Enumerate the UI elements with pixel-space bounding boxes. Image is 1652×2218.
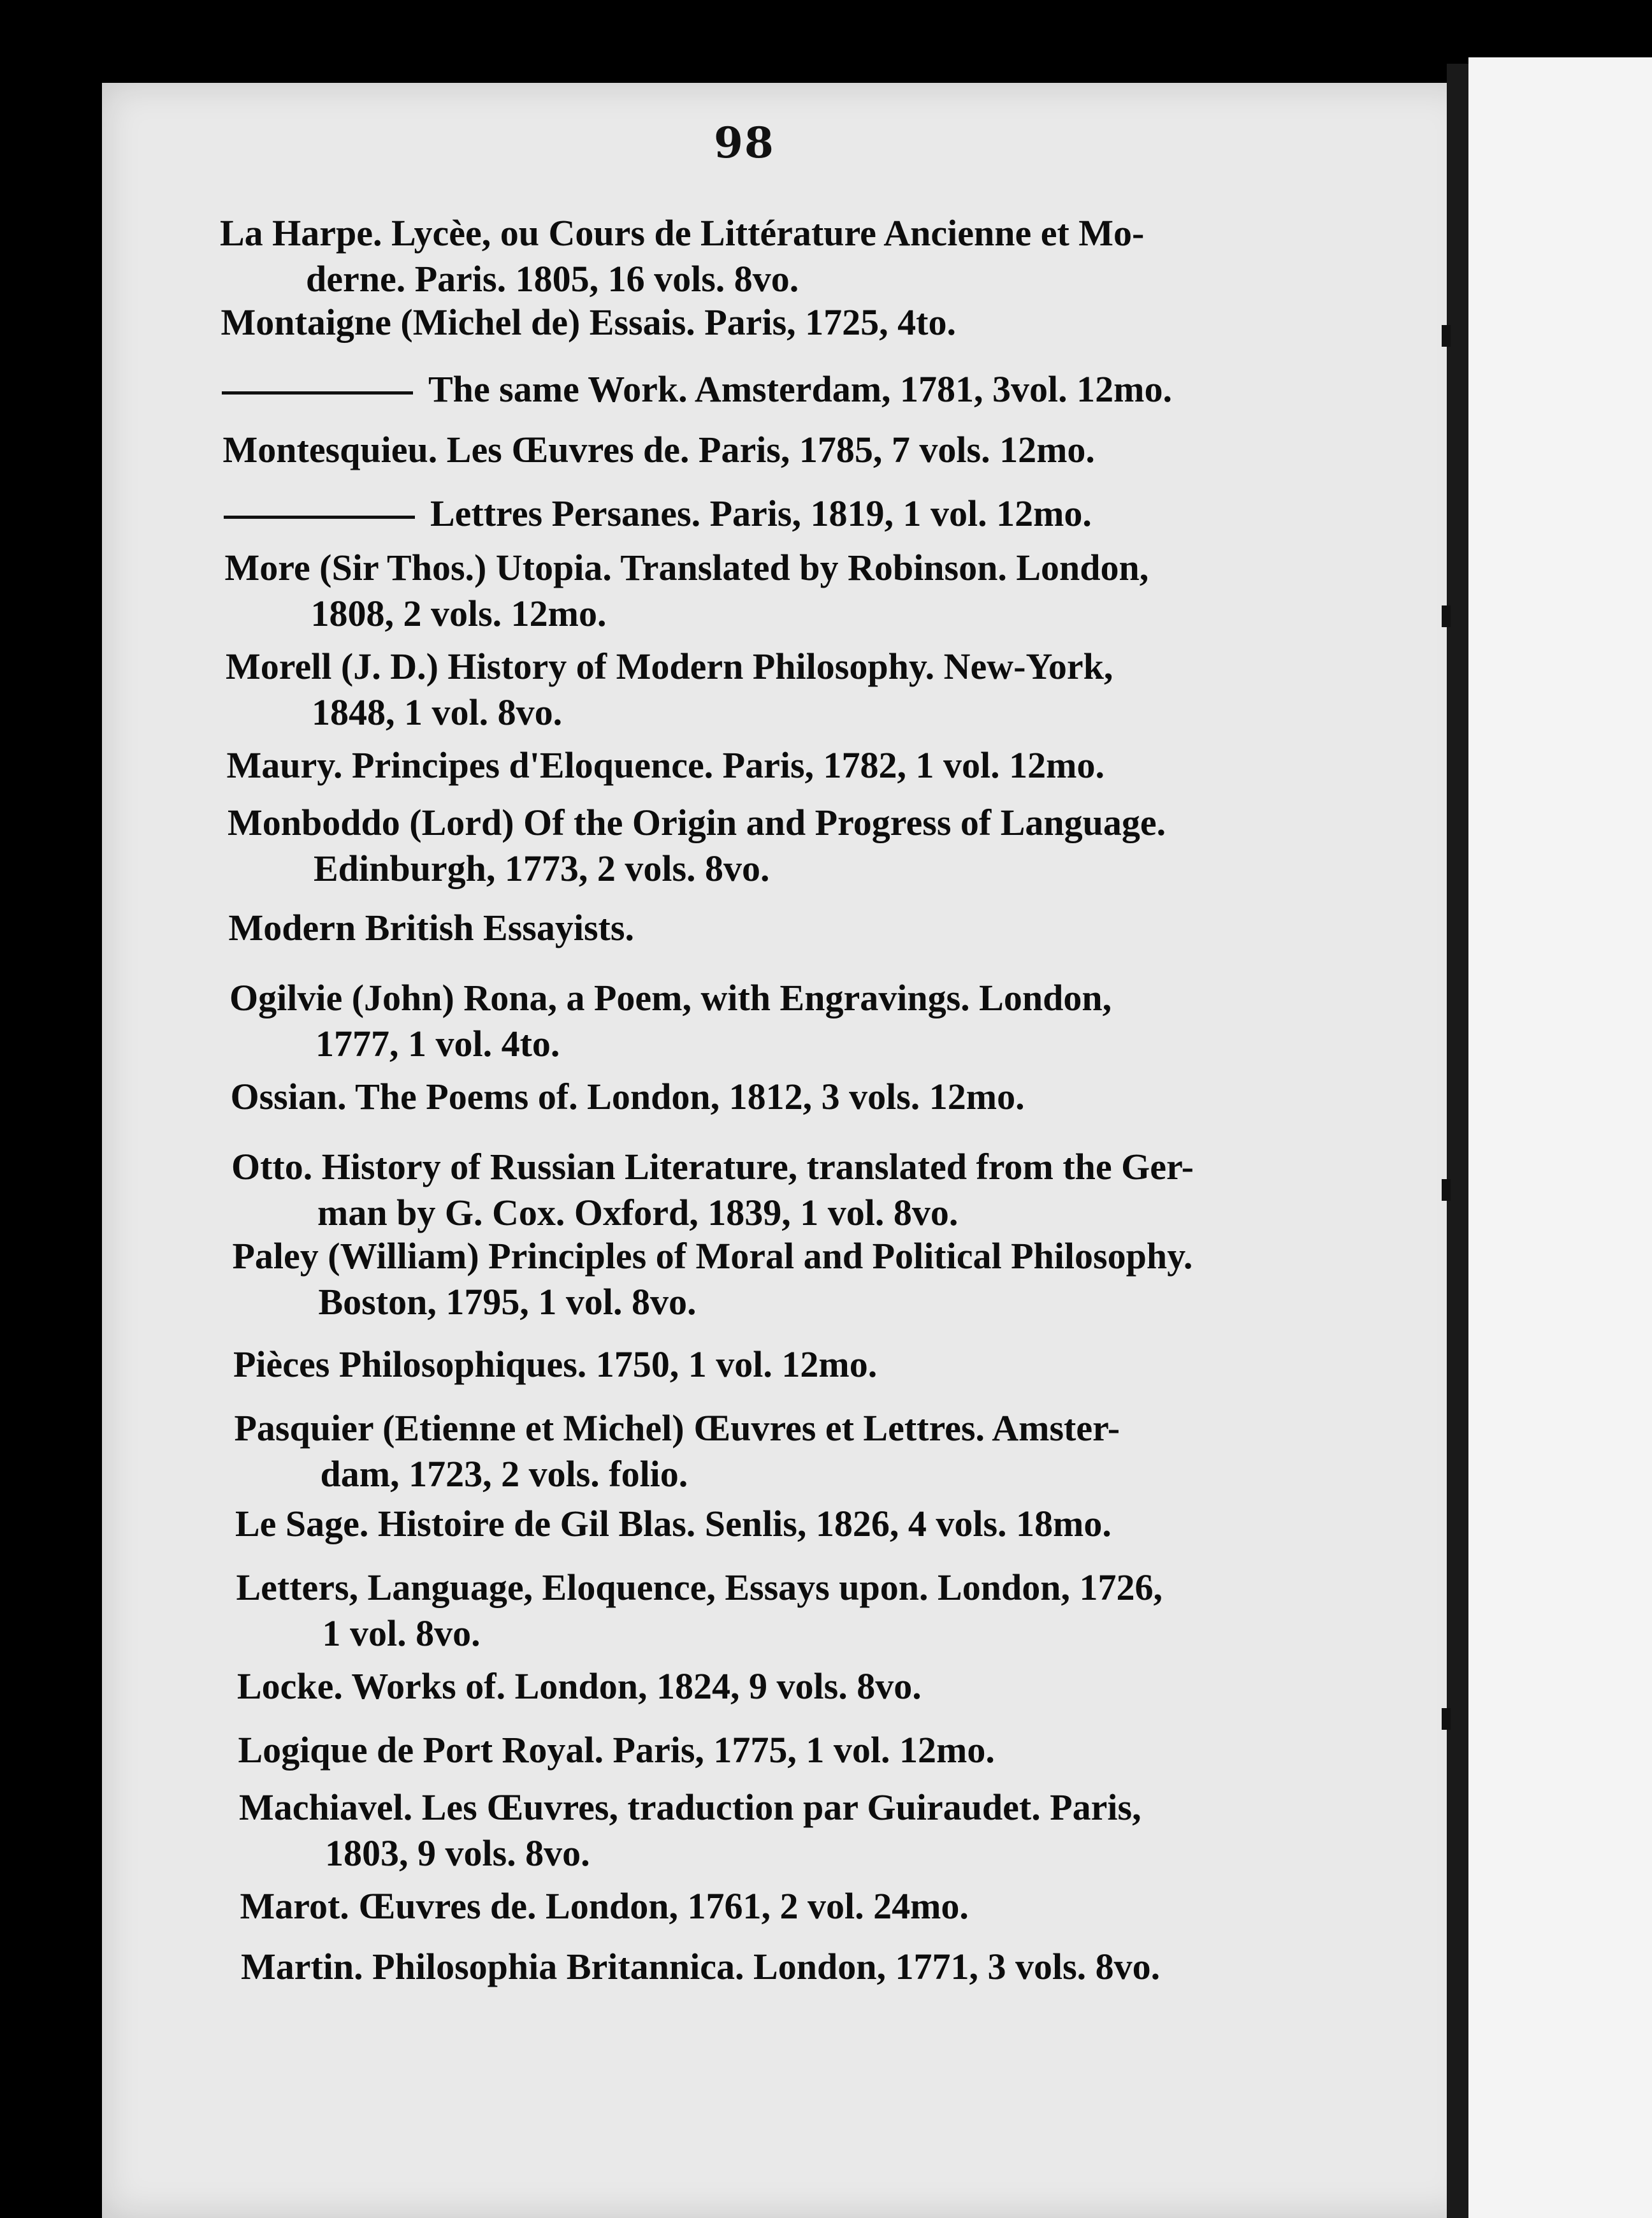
entry-line-2: dam, 1723, 2 vols. folio. [320, 1453, 688, 1495]
entry-line-1: More (Sir Thos.) Utopia. Translated by Robinson. London, [224, 547, 1149, 588]
entry-line-1: Morell (J. D.) History of Modern Philosophy. New-York, [226, 646, 1113, 687]
entry-line-1: Monboddo (Lord) Of the Origin and Progress of Language. [228, 802, 1166, 843]
bibliography-entry [236, 1565, 1288, 1656]
entry-line-1: Letters, Language, Eloquence, Essays upon. London, 1726, [236, 1567, 1163, 1608]
entry-line-1: Machiavel. Les Œuvres, traduction par Guiraudet. Paris, [239, 1787, 1141, 1828]
bibliography-entry [238, 1727, 1290, 1773]
entry-line-2: derne. Paris. 1805, 16 vols. 8vo. [306, 258, 799, 300]
entry-line-1: The same Work. Amsterdam, 1781, 3vol. 12mo. [428, 368, 1172, 410]
bibliography-entry [220, 210, 1272, 302]
entry-line-1: Martin. Philosophia Britannica. London, 1771, 3 vols. 8vo. [241, 1946, 1161, 1987]
bibliography-entry [239, 1785, 1291, 1876]
bibliography-entry [235, 1405, 1286, 1497]
scan-top-border [0, 0, 1652, 83]
entry-line-1: Paley (William) Principles of Moral and Political Philosophy. [232, 1235, 1193, 1277]
entry-line-2: 1777, 1 vol. 4to. [315, 1023, 560, 1064]
bibliography-entry [223, 427, 1275, 473]
entry-line-1: Pasquier (Etienne et Michel) Œuvres et Lettres. Amster- [234, 1407, 1120, 1449]
entry-line-1: Ogilvie (John) Rona, a Poem, with Engravings. London, [229, 977, 1112, 1018]
entry-line-2: 1803, 9 vols. 8vo. [325, 1832, 590, 1874]
entry-line-1: Ossian. The Poems of. London, 1812, 3 vols. 12mo. [230, 1076, 1025, 1117]
binding-mark [1442, 325, 1451, 347]
binding-mark [1442, 1179, 1451, 1201]
bibliography-entry [233, 1233, 1284, 1325]
entry-line-2: 1848, 1 vol. 8vo. [312, 692, 563, 733]
entry-line-1: Marot. Œuvres de. London, 1761, 2 vol. 24mo. [240, 1885, 969, 1927]
bibliography-entry [222, 366, 1273, 412]
ditto-dash [224, 516, 415, 519]
binding-mark [1442, 1708, 1451, 1730]
entry-line-1: Le Sage. Histoire de Gil Blas. Senlis, 1826, 4 vols. 18mo. [235, 1503, 1112, 1544]
entry-line-1: Lettres Persanes. Paris, 1819, 1 vol. 12mo. [430, 493, 1092, 534]
binding-mark [1442, 605, 1451, 627]
entry-line-1: Maury. Principes d'Eloquence. Paris, 1782, 1 vol. 12mo. [226, 744, 1105, 786]
bibliography-entry [231, 1074, 1282, 1120]
bibliography-entry [229, 905, 1280, 951]
bibliography-entry [226, 644, 1277, 736]
bibliography-entry [221, 300, 1273, 345]
facing-page-strip [1468, 57, 1652, 2218]
bibliography-entry [235, 1501, 1287, 1547]
entry-line-2: man by G. Cox. Oxford, 1839, 1 vol. 8vo. [317, 1192, 959, 1233]
ditto-dash [222, 391, 413, 395]
bibliography-entry [240, 1883, 1292, 1929]
entry-line-1: Montesquieu. Les Œuvres de. Paris, 1785, 7 vols. 12mo. [222, 429, 1095, 470]
entry-line-1: Locke. Works of. London, 1824, 9 vols. 8vo. [237, 1665, 922, 1707]
bibliography-entry [241, 1944, 1293, 1990]
entry-line-1: Pièces Philosophiques. 1750, 1 vol. 12mo. [233, 1344, 878, 1385]
entry-line-1: Logique de Port Royal. Paris, 1775, 1 vol. 12mo. [238, 1729, 995, 1771]
bibliography-entry [233, 1342, 1285, 1388]
page-number: 98 [714, 118, 775, 168]
bibliography-entry [231, 1144, 1283, 1236]
entry-line-2: Edinburgh, 1773, 2 vols. 8vo. [314, 848, 770, 889]
bibliography-entry [229, 975, 1281, 1067]
entry-line-2: 1 vol. 8vo. [322, 1613, 481, 1654]
entry-line-1: Modern British Essayists. [228, 907, 634, 948]
page-gutter-edge [1447, 64, 1468, 2218]
entry-line-1: Otto. History of Russian Literature, translated from the Ger- [231, 1146, 1194, 1187]
bibliography-entry [224, 491, 1275, 537]
entry-line-2: Boston, 1795, 1 vol. 8vo. [318, 1281, 697, 1323]
bibliography-entry [225, 545, 1277, 637]
bibliography-entry [237, 1664, 1289, 1709]
bibliography-entry [228, 800, 1279, 892]
entry-line-1: La Harpe. Lycèe, ou Cours de Littérature Ancienne et Mo- [220, 212, 1145, 254]
entry-line-1: Montaigne (Michel de) Essais. Paris, 1725, 4to. [221, 301, 956, 343]
bibliography-entry [227, 743, 1279, 788]
entry-line-2: 1808, 2 vols. 12mo. [310, 593, 607, 634]
